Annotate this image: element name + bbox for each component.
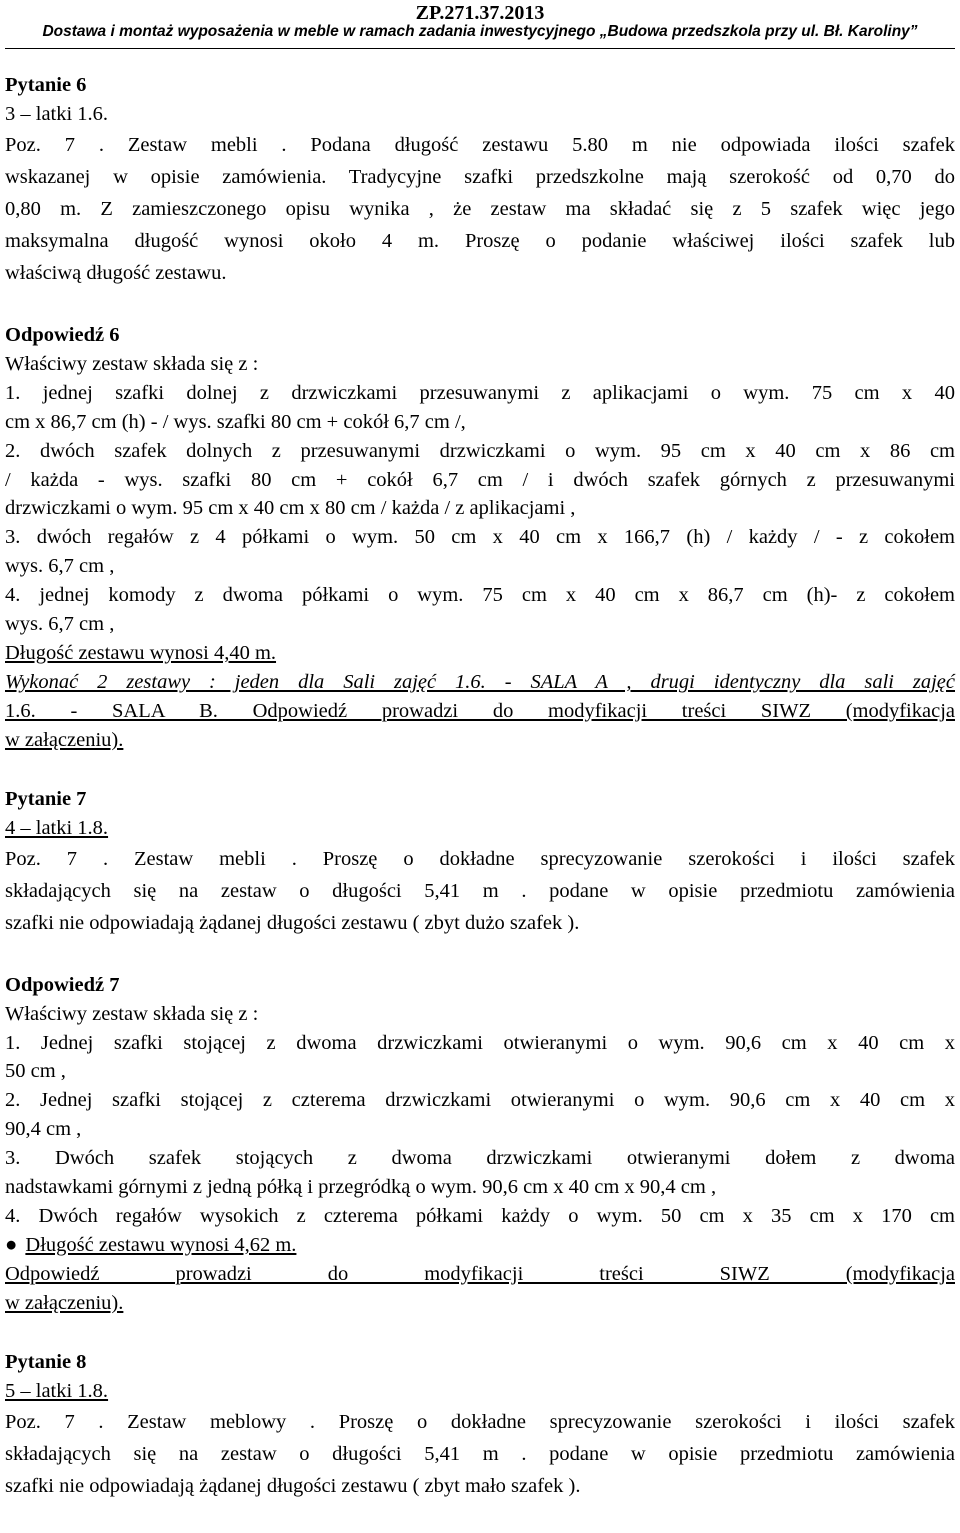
header-reference: ZP.271.37.2013 [415, 2, 545, 24]
answer-6-sets: Wykonać 2 zestawy : jeden dla Sali zajęć 1.6. - SALA A , drugi identyczny dla sali zajęć [5, 670, 955, 693]
answer-6-line: wys. 6,7 cm , [5, 612, 115, 635]
answer-7-modification-end: w załączeniu). [5, 1291, 124, 1314]
question-6-group: 3 – latki 1.6. [5, 103, 109, 125]
answer-7-length-row [5, 1231, 955, 1260]
answer-7-modification: Odpowiedź prowadzi do modyfikacji treści SIWZ (modyfikacja [5, 1262, 955, 1285]
answer-7-line: 50 cm , [5, 1060, 66, 1083]
question-7-title: Pytanie 7 [5, 787, 87, 810]
question-8-group: 5 – latki 1.8. [5, 1379, 109, 1402]
answer-6-line: 1. jednej szafki dolnej z drzwiczkami przesuwanymi z aplikacjami o wym. 75 cm x 40 [5, 382, 955, 404]
question-6-line: właściwą długość zestawu. [5, 262, 227, 284]
answer-6-length: Długość zestawu wynosi 4,40 m. [5, 641, 277, 664]
answer-7-line: 3. Dwóch szafek stojących z dwoma drzwiczkami otwieranymi dołem z dwoma [5, 1147, 955, 1170]
bullet-icon: ● [5, 1233, 18, 1256]
answer-6-line: 2. dwóch szafek dolnych z przesuwanymi drzwiczkami o wym. 95 cm x 40 cm x 86 cm [5, 439, 955, 462]
answer-6-intro: Właściwy zestaw składa się z : [5, 353, 259, 375]
header-subject: Dostawa i montaż wyposażenia w meble w ramach zadania inwestycyjnego „Budowa przedszkola przy ul. Bł. Karoliny” [42, 23, 918, 40]
answer-7-line: 1. Jednej szafki stojącej z dwoma drzwiczkami otwieranymi o wym. 90,6 cm x 40 cm x [5, 1031, 955, 1054]
question-6-line: maksymalna długość wynosi około 4 m. Proszę o podanie właściwej ilości szafek lub [5, 230, 955, 252]
question-6-line: wskazanej w opisie zamówienia. Tradycyjne szafki przedszkolne mają szerokość od 0,70 do [5, 166, 955, 188]
question-7-group: 4 – latki 1.8. [5, 816, 109, 839]
question-8-line: składających się na zestaw o długości 5,41 m . podane w opisie przedmiotu zamówienia [5, 1442, 955, 1465]
question-6-line: Poz. 7 . Zestaw mebli . Podana długość zestawu 5.80 m nie odpowiada ilości szafek [5, 134, 955, 156]
answer-6-line: drzwiczkami o wym. 95 cm x 40 cm x 80 cm / każda / z aplikacjami , [5, 497, 576, 520]
answer-7-line: 4. Dwóch regałów wysokich z czterema półkami każdy o wym. 50 cm x 35 cm x 170 cm [5, 1204, 955, 1227]
answer-6-modification: 1.6. - SALA B. Odpowiedź prowadzi do modyfikacji treści SIWZ (modyfikacja [5, 699, 955, 722]
question-6-line: 0,80 m. Z zamieszczonego opisu wynika , że zestaw ma składać się z 5 szafek więc jego [5, 198, 955, 220]
answer-6 [5, 321, 955, 755]
answer-7-length: Długość zestawu wynosi 4,62 m. [25, 1233, 297, 1256]
question-7-line: szafki nie odpowiadają żądanej długości zestawu ( zbyt dużo szafek ). [5, 911, 580, 934]
answer-7-line: 90,4 cm , [5, 1118, 82, 1141]
document-body [5, 71, 955, 1502]
header-divider [5, 48, 955, 49]
answer-6-title: Odpowiedź 6 [5, 324, 120, 346]
answer-7-intro: Właściwy zestaw składa się z : [5, 1002, 259, 1025]
answer-6-line: 4. jednej komody z dwoma półkami o wym. 75 cm x 40 cm x 86,7 cm (h)- z cokołem [5, 584, 955, 607]
answer-6-line: / każda - wys. szafki 80 cm + cokół 6,7 cm / i dwóch szafek górnych z przesuwanymi [5, 468, 955, 491]
question-8-title: Pytanie 8 [5, 1350, 87, 1373]
answer-6-line: 3. dwóch regałów z 4 półkami o wym. 50 cm x 40 cm x 166,7 (h) / każdy / - z cokołem [5, 526, 955, 549]
answer-7-title: Odpowiedź 7 [5, 973, 120, 996]
answer-7-line: nadstawkami górnymi z jedną półką i przegródką o wym. 90,6 cm x 40 cm x 90,4 cm , [5, 1175, 717, 1198]
answer-6-modification-end: w załączeniu). [5, 728, 124, 751]
answer-7 [5, 971, 955, 1318]
question-7-line: składających się na zestaw o długości 5,41 m . podane w opisie przedmiotu zamówienia [5, 879, 955, 902]
question-6-title: Pytanie 6 [5, 74, 87, 96]
answer-6-line: cm x 86,7 cm (h) - / wys. szafki 80 cm + cokół 6,7 cm /, [5, 410, 466, 433]
answer-7-line: 2. Jednej szafki stojącej z czterema drzwiczkami otwieranymi o wym. 90,6 cm x 40 cm x [5, 1089, 955, 1112]
answer-6-line: wys. 6,7 cm , [5, 555, 115, 578]
question-7-line: Poz. 7 . Zestaw mebli . Proszę o dokładne sprecyzowanie szerokości i ilości szafek [5, 847, 955, 870]
question-8-line: szafki nie odpowiadają żądanej długości zestawu ( zbyt mało szafek ). [5, 1474, 581, 1497]
question-8-line: Poz. 7 . Zestaw meblowy . Proszę o dokładne sprecyzowanie szerokości i ilości szafek [5, 1410, 955, 1433]
